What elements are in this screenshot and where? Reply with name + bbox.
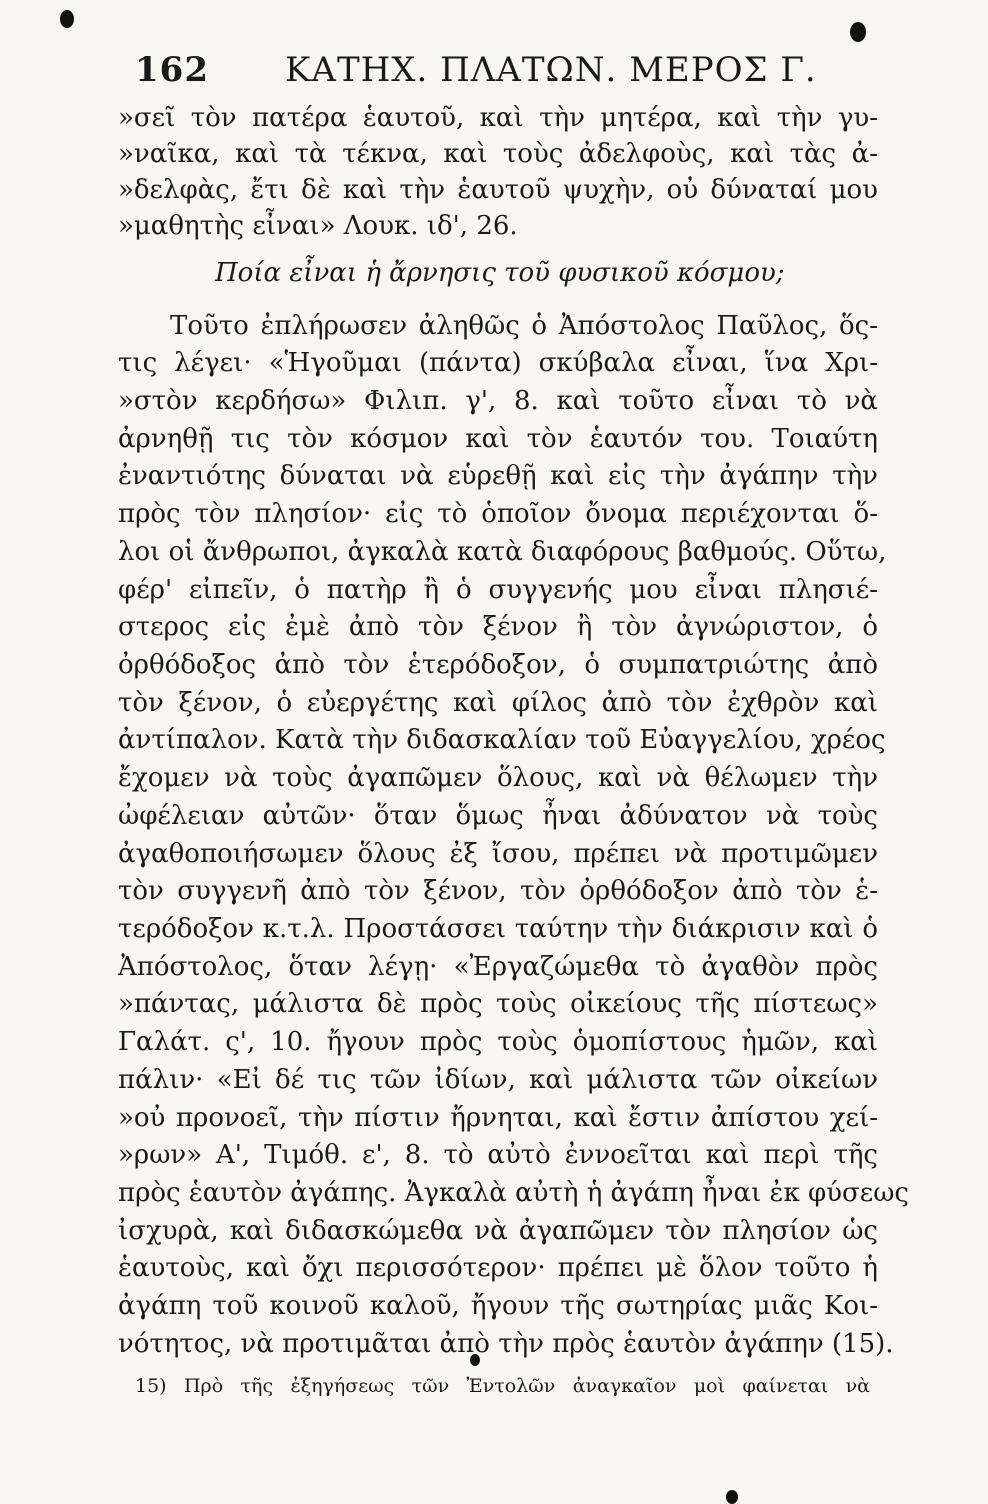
- answer-line: νότητος, νὰ προτιμᾶται ἀπὸ τὴν πρὸς ἑαυτὸν ἀγάπην (15).: [118, 1329, 894, 1359]
- answer-line: φέρ' εἰπεῖν, ὁ πατὴρ ἢ ὁ συγγενής μου εἶναι πλησιέ-: [118, 575, 878, 605]
- answer-line: πάλιν· «Εἰ δέ τις τῶν ἰδίων, καὶ μάλιστα τῶν οἰκείων: [118, 1065, 878, 1095]
- answer-line: ἀρνηθῇ τις τὸν κόσμον καὶ τὸν ἑαυτόν του. Τοιαύτη: [118, 424, 878, 454]
- answer-line: ὠφέλειαν αὐτῶν· ὅταν ὅμως ἦναι ἀδύνατον νὰ τοὺς: [118, 801, 878, 831]
- answer-line: τις λέγει· «Ἡγοῦμαι (πάντα) σκύβαλα εἶναι, ἵνα Χρι-: [118, 348, 878, 378]
- answer-line: ἀγαθοποιήσωμεν ὅλους ἐξ ἴσου, πρέπει νὰ προτιμῶμεν: [118, 839, 878, 869]
- quote-line: »μαθητὴς εἶναι» Λουκ. ιδ', 26.: [118, 211, 518, 241]
- footnote: 15) Πρὸ τῆς ἐξηγήσεως τῶν Ἐντολῶν ἀναγκαῖον μοὶ φαίνεται νὰ: [135, 1375, 870, 1397]
- answer-line: τερόδοξον κ.τ.λ. Προστάσσει ταύτην τὴν διάκρισιν καὶ ὁ: [118, 914, 878, 944]
- page-number: 162: [135, 50, 209, 90]
- answer-line: ἔχομεν νὰ τοὺς ἀγαπῶμεν ὅλους, καὶ νὰ θέλωμεν τὴν: [118, 763, 878, 793]
- answer-line: Τοῦτο ἐπλήρωσεν ἀληθῶς ὁ Ἀπόστολος Παῦλος, ὅς-: [170, 311, 878, 341]
- answer-line: τὸν ξένον, ὁ εὐεργέτης καὶ φίλος ἀπὸ τὸν ἐχθρὸν καὶ: [118, 688, 878, 718]
- answer-line: »πάντας, μάλιστα δὲ πρὸς τοὺς οἰκείους τῆς πίστεως»: [118, 989, 878, 1019]
- answer-line: πρὸς τὸν πλησίον· εἰς τὸ ὁποῖον ὄνομα περιέχονται ὅ-: [118, 499, 878, 529]
- question-heading: Ποία εἶναι ἡ ἄρνησις τοῦ φυσικοῦ κόσμου;: [215, 258, 785, 288]
- answer-line: ὀρθόδοξος ἀπὸ τὸν ἑτερόδοξον, ὁ συμπατριώτης ἀπὸ: [118, 650, 878, 680]
- answer-line: ἰσχυρὰ, καὶ διδασκώμεθα νὰ ἀγαπῶμεν τὸν πλησίον ὡς: [118, 1216, 878, 1246]
- ink-speck: [726, 1490, 738, 1504]
- answer-line: ἀγάπη τοῦ κοινοῦ καλοῦ, ἤγουν τῆς σωτηρίας μιᾶς Κοι-: [118, 1291, 878, 1321]
- answer-line: Γαλάτ. ς', 10. ἤγουν πρὸς τοὺς ὁμοπίστους ἡμῶν, καὶ: [118, 1027, 878, 1057]
- ink-speck: [60, 10, 74, 28]
- quote-line: »δελφὰς, ἔτι δὲ καὶ τὴν ἑαυτοῦ ψυχὴν, οὐ δύναταί μου: [118, 175, 878, 205]
- running-title: ΚΑΤΗΧ. ΠΛΑΤΩΝ. ΜΕΡΟΣ Γ.: [285, 50, 817, 90]
- quote-line: »σεῖ τὸν πατέρα ἑαυτοῦ, καὶ τὴν μητέρα, καὶ τὴν γυ-: [118, 103, 878, 133]
- answer-line: »οὐ προνοεῖ, τὴν πίστιν ἤρνηται, καὶ ἔστιν ἀπίστου χεί-: [118, 1103, 878, 1133]
- answer-line: »στὸν κερδήσω» Φιλιπ. γ', 8. καὶ τοῦτο εἶναι τὸ νὰ: [118, 386, 878, 416]
- answer-line: ἀντίπαλον. Κατὰ τὴν διδασκαλίαν τοῦ Εὐαγγελίου, χρέος: [118, 725, 886, 755]
- answer-line: Ἀπόστολος, ὅταν λέγῃ· «Ἐργαζώμεθα τὸ ἀγαθὸν πρὸς: [118, 952, 878, 982]
- answer-line: ἐναντιότης δύναται νὰ εὑρεθῇ καὶ εἰς τὴν ἀγάπην τὴν: [118, 461, 878, 491]
- answer-line: στερος εἰς ἐμὲ ἀπὸ τὸν ξένον ἢ τὸν ἀγνώριστον, ὁ: [118, 612, 878, 642]
- ink-speck: [850, 22, 866, 42]
- quote-line: »ναῖκα, καὶ τὰ τέκνα, καὶ τοὺς ἀδελφοὺς, καὶ τὰς ἀ-: [118, 139, 878, 169]
- answer-line: τὸν συγγενῆ ἀπὸ τὸν ξένον, τὸν ὀρθόδοξον ἀπὸ τὸν ἑ-: [118, 876, 878, 906]
- page-header: [135, 50, 865, 94]
- answer-line: »ρων» Α', Τιμόθ. ε', 8. τὸ αὐτὸ ἐννοεῖται καὶ περὶ τῆς: [118, 1140, 878, 1170]
- answer-line: λοι οἱ ἄνθρωποι, ἀγκαλὰ κατὰ διαφόρους βαθμούς. Οὕτω,: [118, 537, 887, 567]
- answer-line: ἑαυτοὺς, καὶ ὄχι περισσότερον· πρέπει μὲ ὅλον τοῦτο ἡ: [118, 1253, 878, 1283]
- answer-line: πρὸς ἑαυτὸν ἀγάπης. Ἀγκαλὰ αὐτὴ ἡ ἀγάπη ἦναι ἐκ φύσεως: [118, 1178, 909, 1208]
